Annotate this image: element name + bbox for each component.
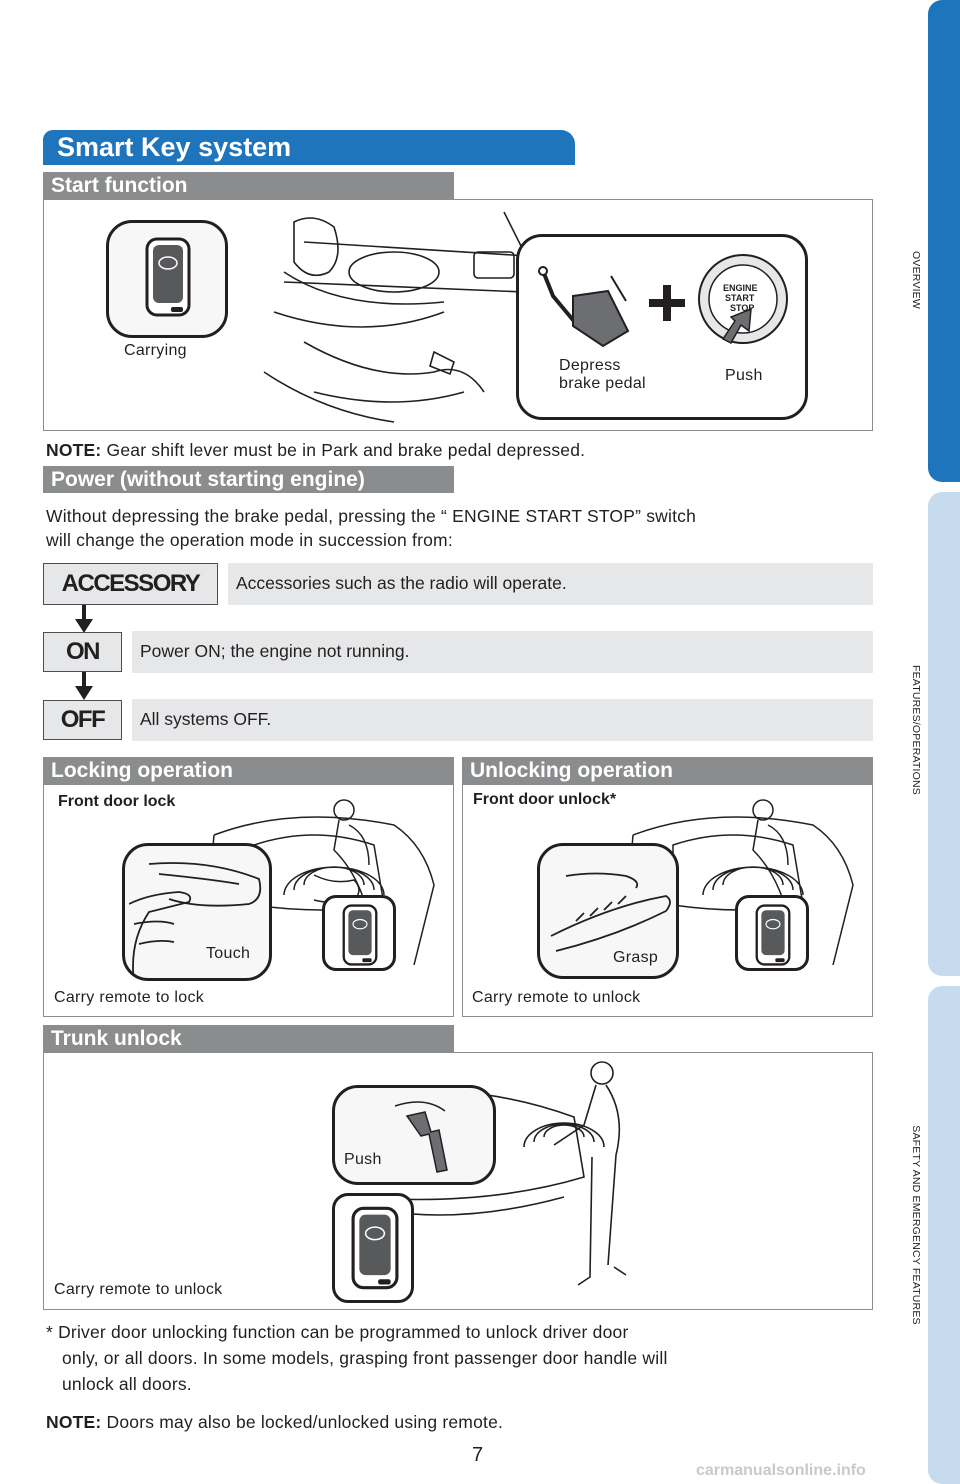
front-door-lock-label: Front door lock (58, 793, 176, 810)
footnote-line3: unlock all doors. (62, 1374, 192, 1394)
arrow-down-icon (74, 672, 94, 700)
tab-safety-emergency[interactable] (928, 986, 960, 1484)
power-intro-line2: will change the operation mode in succession from: (46, 530, 453, 550)
mode-off: OFF (43, 700, 122, 740)
mode-off-desc: All systems OFF. (132, 699, 873, 741)
carry-remote-lock-caption: Carry remote to lock (54, 989, 205, 1006)
mode-accessory-desc: Accessories such as the radio will operate. (228, 563, 873, 605)
start-function-heading: Start function (43, 172, 454, 199)
smart-key-fob-icon (145, 237, 191, 317)
mode-accessory: ACCESSORY (43, 563, 218, 605)
depress-label-line2: brake pedal (559, 375, 646, 392)
tab-overview-label: OVERVIEW (910, 250, 923, 310)
depress-label-line1: Depress (559, 357, 621, 374)
key-fob-callout (322, 895, 396, 971)
trunk-push-callout (332, 1085, 496, 1185)
power-intro-line1: Without depressing the brake pedal, pressing the “ ENGINE START STOP” switch (46, 506, 697, 526)
note-remote (46, 1410, 503, 1434)
note-gear-shift (46, 438, 585, 462)
brake-pedal-icon (533, 261, 643, 351)
note-text: Doors may also be locked/unlocked using remote. (106, 1412, 504, 1432)
carry-remote-unlock-caption: Carry remote to unlock (472, 989, 641, 1006)
page-title: Smart Key system (43, 130, 575, 165)
plus-icon (649, 285, 685, 321)
button-text-engine: ENGINE (723, 283, 758, 293)
note-text: Gear shift lever must be in Park and brake pedal depressed. (106, 440, 586, 460)
arrow-down-icon (74, 605, 94, 633)
power-heading: Power (without starting engine) (43, 466, 454, 493)
trunk-unlock-panel (43, 1052, 873, 1310)
unlocking-heading: Unlocking operation (462, 757, 873, 784)
unlocking-panel (462, 784, 873, 1017)
trunk-carry-remote-caption: Carry remote to unlock (54, 1281, 223, 1298)
pedal-push-callout (516, 234, 808, 420)
note-label: NOTE: (46, 440, 102, 460)
hand-grasp-icon (546, 866, 676, 956)
footnote-line2: only, or all doors. In some models, grasping front passenger door handle will (62, 1348, 668, 1368)
footnote-line1: * Driver door unlocking function can be programmed to unlock driver door (46, 1322, 629, 1342)
tab-features-operations[interactable] (928, 492, 960, 976)
smart-key-fob-icon (341, 904, 379, 966)
trunk-unlock-heading: Trunk unlock (43, 1025, 454, 1052)
key-fob-callout (735, 895, 809, 971)
front-door-unlock-label: Front door unlock* (473, 791, 617, 808)
key-fob-callout (332, 1193, 414, 1303)
start-function-panel (43, 199, 873, 431)
smart-key-fob-icon (351, 1206, 399, 1290)
tab-safety-label: SAFETY AND EMERGENCY FEATURES (910, 1125, 923, 1325)
note-label: NOTE: (46, 1412, 102, 1432)
carrying-label: Carrying (124, 342, 187, 359)
mode-on: ON (43, 632, 122, 672)
tab-features-label: FEATURES/OPERATIONS (910, 664, 923, 796)
locking-heading: Locking operation (43, 757, 454, 784)
button-text-start: START (725, 293, 755, 303)
mode-on-desc: Power ON; the engine not running. (132, 631, 873, 673)
trunk-push-label: Push (344, 1151, 382, 1168)
carrying-key-callout (106, 220, 228, 338)
tab-overview[interactable] (928, 0, 960, 482)
page-number: 7 (472, 1444, 484, 1466)
button-text-stop: STOP (730, 303, 755, 313)
grasp-label: Grasp (613, 949, 659, 966)
smart-key-fob-icon (754, 904, 792, 966)
watermark: carmanualsonline.info (696, 1462, 866, 1479)
touch-label: Touch (206, 945, 251, 962)
push-label: Push (725, 367, 763, 384)
locking-panel (43, 784, 454, 1017)
push-arrow-icon (385, 1096, 455, 1176)
